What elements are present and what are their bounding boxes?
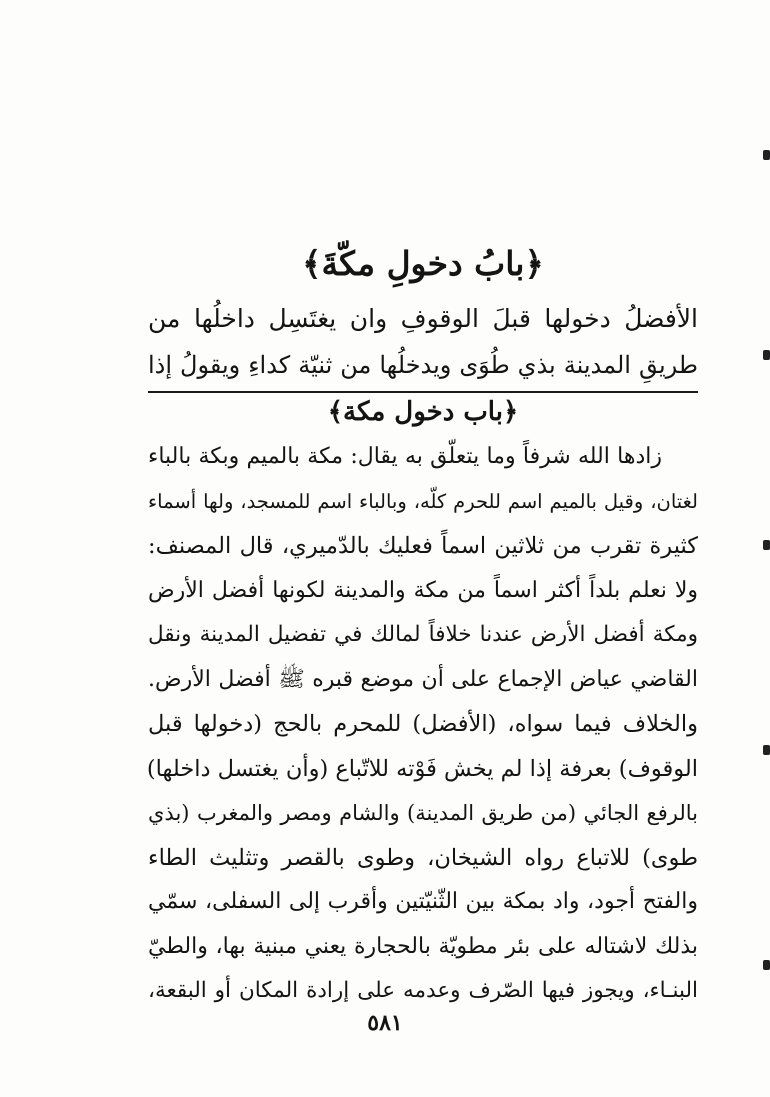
commentary-line: ومكة أفضل الأرض عندنا خلافاً لمالك في تفضيل المدينة ونقل [148, 622, 698, 647]
page-number: ٥٨١ [367, 1010, 403, 1036]
scan-edge-mark [763, 350, 770, 360]
commentary-line: زادها الله شرفاً وما يتعلّق به يقال: مكة بالميم وبكة بالباء [148, 444, 662, 469]
matn-line: الأفضلُ دخولها قبلَ الوقوفِ وان يغتَسِل داخلُها من [148, 304, 698, 333]
scan-edge-mark [763, 150, 770, 160]
commentary-line: ولا نعلم بلداً أكثر اسماً من مكة والمدينة لكونها أفضل الأرض [148, 577, 698, 603]
scan-edge-mark [763, 960, 770, 970]
commentary-line: والخلاف فيما سواه، (الأفضل) للمحرم بالحج (دخولها قبل [148, 711, 698, 737]
commentary-line: بالرفع الجائي (من طريق المدينة) والشام ومصر والمغرب (بذي [148, 801, 698, 825]
commentary-line: القاضي عياض الإجماع على أن موضع قبره ﷺ أفضل الأرض. [148, 666, 698, 692]
matn-line: طريقِ المدينة بذي طُوَى ويدخلُها من ثنيّة كداءِ ويقولُ إذا [148, 351, 698, 379]
commentary-text [148, 435, 698, 1014]
commentary-line: الوقوف) بعرفة إذا لم يخش فَوْته للاتّباع (وأن يغتسل داخلها) [146, 755, 698, 782]
commentary-line: كثيرة تقرب من ثلاثين اسماً فعليك بالدّميري، قال المصنف: [148, 533, 698, 559]
matn-text [148, 296, 698, 388]
commentary-heading: ﴿باب دخول مكة﴾ [327, 397, 519, 427]
chapter-heading: ﴿بابُ دخولِ مكّةَ﴾ [302, 244, 544, 283]
commentary-line: طوى) للاتباع رواه الشيخان، وطوى بالقصر وتثليث الطاء [148, 844, 698, 871]
commentary-line: والفتح أجود، واد بمكة بين الثّنيّتين وأقرب إلى السفلى، سمّي [148, 889, 698, 914]
scan-edge-mark [763, 540, 770, 550]
commentary-line: لغتان، وقيل بالميم اسم للحرم كلّه، وبالباء اسم للمسجد، ولها أسماء [148, 489, 698, 513]
commentary-line: البنـاء، ويجوز فيها الصّرف وعدمه على إرادة المكان أو البقعة، [148, 978, 698, 1003]
commentary-line: بذلك لاشتاله على بئر مطويّة بالحجارة يعني مبنية بها، والطيّ [148, 933, 698, 959]
scan-edge-mark [763, 745, 770, 755]
